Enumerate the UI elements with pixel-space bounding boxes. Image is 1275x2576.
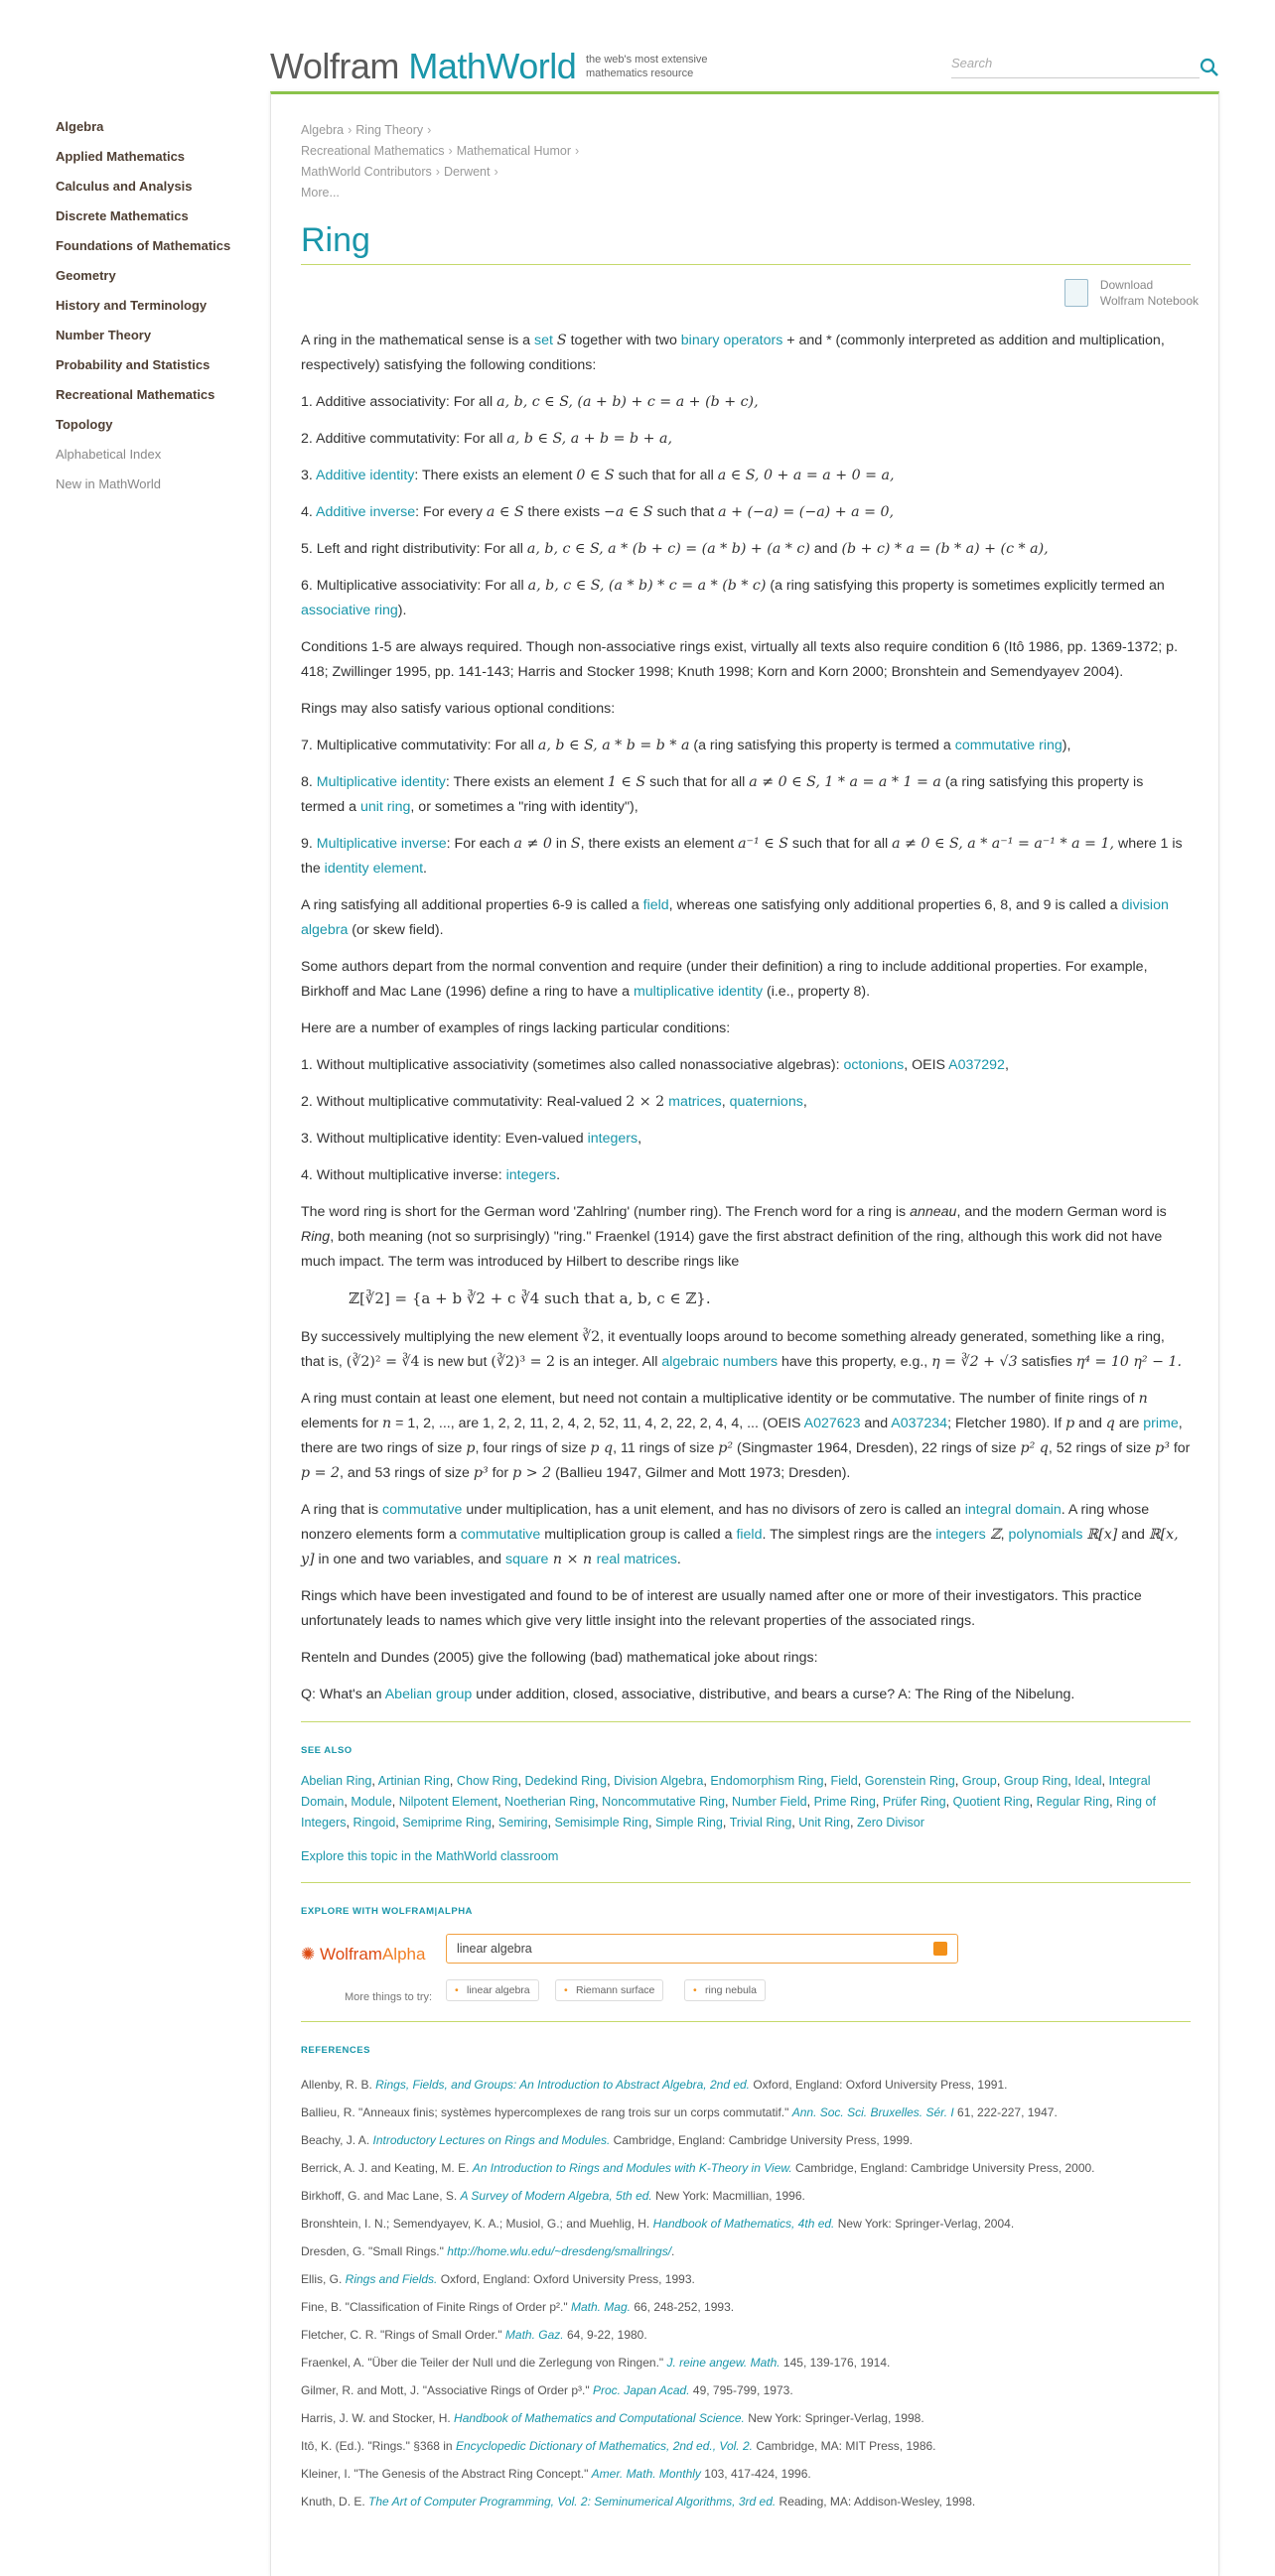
link-octonions[interactable]: octonions xyxy=(843,1057,905,1073)
link-square[interactable]: square xyxy=(505,1552,549,1567)
link-integers-2[interactable]: integers xyxy=(505,1167,557,1183)
condition-2: 2. Additive commutativity: For all a, b ∈ S, a + b = b + a, xyxy=(301,431,673,447)
sidebar-item-applied-mathematics[interactable]: Applied Mathematics xyxy=(56,149,186,164)
reference-item: Fraenkel, A. "Über die Teiler der Null und die Zerlegung von Ringen." J. reine angew. Math. 145, 139-176, 1914. xyxy=(301,2356,891,2370)
breadcrumb-more-link[interactable]: More... xyxy=(301,186,340,200)
sidebar xyxy=(56,119,254,506)
see-also-link[interactable]: Group Ring xyxy=(1003,1774,1068,1788)
paragraph: Some authors depart from the normal convention and require (under their definition) a ring to include additional properties. For example, Birkhoff and Mac Lane (1996) define a ring to have a multiplicative identity (i.e., property 8). xyxy=(301,959,1148,1000)
see-also-link[interactable]: Field xyxy=(830,1774,858,1788)
see-also-link[interactable]: Division Algebra xyxy=(614,1774,704,1788)
reference-item: Beachy, J. A. Introductory Lectures on Rings and Modules. Cambridge, England: Cambridge University Press, 1999. xyxy=(301,2133,914,2147)
reference-item: Ellis, G. Rings and Fields. Oxford, England: Oxford University Press, 1993. xyxy=(301,2272,695,2286)
link-multiplicative-identity[interactable]: Multiplicative identity xyxy=(316,774,446,790)
see-also-link[interactable]: Endomorphism Ring xyxy=(710,1774,824,1788)
see-also-link[interactable]: Semisimple Ring xyxy=(554,1816,649,1830)
link-multiplicative-inverse[interactable]: Multiplicative inverse xyxy=(316,836,447,852)
link-oeis-a027623[interactable]: A027623 xyxy=(803,1416,861,1431)
sidebar-item-history[interactable]: History and Terminology xyxy=(56,298,208,313)
breadcrumb-link[interactable]: MathWorld Contributors xyxy=(301,165,432,179)
link-additive-identity[interactable]: Additive identity xyxy=(316,468,415,483)
search-icon[interactable] xyxy=(1200,58,1219,77)
example-2: 2. Without multiplicative commutativity: Real-valued 2 × 2 matrices, quaternions, xyxy=(301,1094,807,1110)
reference-title-link[interactable]: Encyclopedic Dictionary of Mathematics, 2nd ed., Vol. 2. xyxy=(455,2439,753,2453)
reference-item: Kleiner, I. "The Genesis of the Abstract Ring Concept." Amer. Math. Monthly 103, 417-424, 1996. xyxy=(301,2467,811,2481)
reference-title-link[interactable]: http://home.wlu.edu/~dresdeng/smallrings/ xyxy=(447,2244,672,2258)
see-also-link[interactable]: Quotient Ring xyxy=(952,1795,1030,1809)
paragraph: Here are a number of examples of rings lacking particular conditions: xyxy=(301,1020,731,1036)
section-divider xyxy=(301,2021,1191,2022)
link-multiplicative-identity-2[interactable]: multiplicative identity xyxy=(633,984,764,1000)
see-also-link[interactable]: Noncommutative Ring xyxy=(602,1795,726,1809)
see-also-link[interactable]: Group xyxy=(961,1774,997,1788)
wolfram-alpha-widget xyxy=(301,1932,1191,1971)
breadcrumb-link[interactable]: Ring Theory xyxy=(355,123,424,137)
wolfram-alpha-input[interactable]: linear algebra xyxy=(446,1934,958,1964)
link-integers-3[interactable]: integers xyxy=(935,1527,986,1543)
condition-1: 1. Additive associativity: For all a, b, c ∈ S, (a + b) + c = a + (b + c), xyxy=(301,394,759,410)
see-also-link[interactable]: Noetherian Ring xyxy=(504,1795,596,1809)
condition-8: 8. Multiplicative identity: There exists an element 1 ∈ S such that for all a ≠ 0 ∈ S, 1 * a = a * 1 = a (a ring satisfying this property is termed a unit ring, or sometimes a "ring with identity"), xyxy=(301,774,1144,815)
paragraph: A ring satisfying all additional properties 6-9 is called a field, whereas one satisfying only additional properties 6, 8, and 9 is called a division algebra (or skew field). xyxy=(301,897,1169,938)
link-abelian-group[interactable]: Abelian group xyxy=(384,1687,473,1702)
download-label-2: Wolfram Notebook xyxy=(1099,294,1199,308)
paragraph: Rings which have been investigated and found to be of interest are usually named after one or more of their investigators. This practice unfortunately leads to names which give very little insight into the relevant properties of the associated rings. xyxy=(301,1588,1142,1629)
link-identity-element[interactable]: identity element xyxy=(324,861,424,877)
reference-item: Harris, J. W. and Stocker, H. Handbook of Mathematics and Computational Science. New York: Springer-Verlag, 1998. xyxy=(301,2411,924,2425)
wolfram-alpha-suggestions xyxy=(301,1977,1191,2007)
link-division-algebra[interactable]: division algebra xyxy=(301,897,1169,938)
download-label: Download xyxy=(1099,278,1154,292)
site-logo[interactable] xyxy=(270,46,576,87)
see-also-link[interactable]: Ringoid xyxy=(353,1816,396,1830)
suggestions-label: More things to try: xyxy=(345,1991,433,2003)
link-additive-inverse[interactable]: Additive inverse xyxy=(316,504,416,520)
link-integers[interactable]: integers xyxy=(587,1131,638,1147)
example-4: 4. Without multiplicative inverse: integers. xyxy=(301,1167,561,1183)
link-polynomials[interactable]: polynomials xyxy=(1008,1527,1083,1543)
classroom-link[interactable]: Explore this topic in the MathWorld classroom xyxy=(301,1848,559,1863)
breadcrumb-link[interactable]: Recreational Mathematics xyxy=(301,144,445,158)
site-header xyxy=(0,0,1275,99)
link-algebraic-numbers[interactable]: algebraic numbers xyxy=(661,1354,779,1370)
see-also-link[interactable]: Chow Ring xyxy=(456,1774,518,1788)
link-prime[interactable]: prime xyxy=(1143,1416,1179,1431)
sidebar-item-geometry[interactable]: Geometry xyxy=(56,268,116,283)
logo-wolfram-text: Wolfram xyxy=(270,46,399,86)
link-commutative[interactable]: commutative xyxy=(382,1502,463,1518)
reference-title-link[interactable]: An Introduction to Rings and Modules with K-Theory in View. xyxy=(472,2161,792,2175)
sidebar-item-number-theory[interactable]: Number Theory xyxy=(56,328,152,342)
sidebar-item-foundations[interactable]: Foundations of Mathematics xyxy=(56,238,231,253)
see-also-link[interactable]: Zero Divisor xyxy=(857,1816,924,1830)
sidebar-item-discrete-mathematics[interactable]: Discrete Mathematics xyxy=(56,208,189,223)
article-body xyxy=(301,329,1191,2515)
see-also-link[interactable]: Ideal xyxy=(1074,1774,1102,1788)
see-also-link[interactable]: Semiprime Ring xyxy=(402,1816,492,1830)
see-also-link[interactable]: Ring of Integers xyxy=(301,1795,1157,1830)
reference-item: Bronshtein, I. N.; Semendyayev, K. A.; Musiol, G.; and Muehlig, H. Handbook of Mathematics, 4th ed. New York: Springer-Verlag, 2004. xyxy=(301,2217,1015,2231)
reference-title-link[interactable]: Introductory Lectures on Rings and Modules. xyxy=(372,2133,611,2147)
title-divider xyxy=(301,264,1191,265)
sidebar-item-recreational[interactable]: Recreational Mathematics xyxy=(56,387,215,402)
reference-title-link[interactable]: Handbook of Mathematics, 4th ed. xyxy=(652,2217,835,2231)
reference-item: Itô, K. (Ed.). "Rings." §368 in Encyclopedic Dictionary of Mathematics, 2nd ed., Vol. 2. Cambridge, MA: MIT Press, 1986. xyxy=(301,2439,936,2453)
article-panel xyxy=(270,91,1219,2576)
equation: ℤ[∛2] = {a + b ∛2 + c ∛4 such that a, b, c ∈ ℤ}. xyxy=(349,1289,711,1307)
see-also-link[interactable]: Artinian Ring xyxy=(377,1774,450,1788)
reference-title-link[interactable]: A Survey of Modern Algebra, 5th ed. xyxy=(460,2189,652,2203)
condition-5: 5. Left and right distributivity: For all a, b, c ∈ S, a * (b + c) = (a * b) + (a * c) and (b + c) * a = (b * a) + (c * a), xyxy=(301,541,1049,557)
reference-item: Fine, B. "Classification of Finite Rings of Order p²." Math. Mag. 66, 248-252, 1993. xyxy=(301,2300,735,2314)
page-title: Ring xyxy=(301,221,370,259)
reference-title-link[interactable]: The Art of Computer Programming, Vol. 2: Seminumerical Algorithms, 3rd ed. xyxy=(368,2495,777,2508)
wolfram-alpha-logo[interactable]: ✺ WolframAlpha xyxy=(301,1945,426,1964)
sidebar-item-alphabetical-index[interactable]: Alphabetical Index xyxy=(56,447,162,462)
reference-item: Fletcher, C. R. "Rings of Small Order." Math. Gaz. 64, 9-22, 1980. xyxy=(301,2328,647,2342)
link-commutative-ring[interactable]: commutative ring xyxy=(954,738,1062,753)
reference-item: Dresden, G. "Small Rings." http://home.wlu.edu/~dresdeng/smallrings/. xyxy=(301,2244,675,2258)
reference-item: Ballieu, R. "Anneaux finis; systèmes hypercomplexes de rang trois sur un corps commutatif." Ann. Soc. Sci. Bruxelles. Sér. I 61, 222-227, 1947. xyxy=(301,2105,1058,2119)
paragraph: A ring in the mathematical sense is a set S together with two binary operators + and * (commonly interpreted as addition and multiplication, respectively) satisfying the following conditions: xyxy=(301,333,1165,373)
reference-title-link[interactable]: Amer. Math. Monthly xyxy=(591,2467,701,2481)
reference-title-link[interactable]: Math. Mag. xyxy=(570,2300,631,2314)
see-also-link[interactable]: Trivial Ring xyxy=(729,1816,792,1830)
link-associative-ring[interactable]: associative ring xyxy=(301,603,398,618)
see-also-link[interactable]: Nilpotent Element xyxy=(398,1795,498,1809)
see-also-link[interactable]: Integral Domain xyxy=(301,1774,1151,1809)
see-also-link[interactable]: Module xyxy=(351,1795,392,1809)
link-set[interactable]: set xyxy=(534,333,553,348)
see-also-link[interactable]: Gorenstein Ring xyxy=(864,1774,955,1788)
paragraph: By successively multiplying the new element ∛2, it eventually loops around to become something already generated, something like a ring, that is, (∛2)² = ∛4 is new but (∛2)³ = 2 is an integer. All algebraic numbers have this property, e.g., η = ∛2 + √3 satisfies η⁴ = 10 η² − 1. xyxy=(301,1329,1183,1370)
link-integral-domain[interactable]: integral domain xyxy=(964,1502,1062,1518)
condition-4: 4. Additive inverse: For every a ∈ S there exists −a ∈ S such that a + (−a) = (−a) + a = 0, xyxy=(301,504,895,520)
sidebar-item-topology[interactable]: Topology xyxy=(56,417,113,432)
see-also-link[interactable]: Unit Ring xyxy=(798,1816,851,1830)
see-also-list: Abelian Ring, Artinian Ring, Chow Ring, Dedekind Ring, Division Algebra, Endomorphism Ring, Field, Gorenstein Ring, Group, Group Ring, Ideal, Integral Domain, Module, Nilpotent Element, Noetherian Ring, Noncommutative Ring, Number Field, Prime Ring, Prüfer Ring, Quotient Ring, Regular Ring, Ring of Integers, Ringoid, Semiprime Ring, Semiring, Semisimple Ring, Simple Ring, Trivial Ring, Unit Ring, Zero Divisor xyxy=(301,1774,1157,1830)
references-heading: REFERENCES xyxy=(301,2045,370,2056)
section-divider xyxy=(301,1721,1191,1722)
references-list xyxy=(301,2071,1191,2515)
wolfram-alpha-heading: EXPLORE WITH WOLFRAM|ALPHA xyxy=(301,1906,473,1917)
link-quaternions[interactable]: quaternions xyxy=(729,1094,803,1110)
notebook-icon xyxy=(1064,279,1088,307)
paragraph: Q: What's an Abelian group under addition, closed, associative, distributive, and bears a curse? A: The Ring of the Nibelung. xyxy=(301,1687,1075,1702)
suggestion-chip[interactable]: • Riemann surface xyxy=(555,1979,663,2001)
paragraph: The word ring is short for the German word 'Zahlring' (number ring). The French word for a ring is anneau, and the modern German word is Ring, both meaning (not so surprisingly) "ring." Fraenkel (1914) gave the first abstract definition of the ring, although this work did not have much impact. The term was introduced by Hilbert to describe rings like xyxy=(301,1204,1167,1270)
link-oeis-a037234[interactable]: A037234 xyxy=(891,1416,948,1431)
link-field-2[interactable]: field xyxy=(736,1527,763,1543)
see-also-link[interactable]: Prüfer Ring xyxy=(882,1795,946,1809)
reference-title-link[interactable]: Rings and Fields. xyxy=(345,2272,438,2286)
paragraph: Conditions 1-5 are always required. Though non-associative rings exist, virtually all texts also require condition 6 (Itô 1986, pp. 1369-1372; p. 418; Zwillinger 1995, pp. 141-143; Harris and Stocker 1998; Knuth 1998; Korn and Korn 2000; Bronshtein and Semendyayev 2004). xyxy=(301,639,1179,680)
example-1: 1. Without multiplicative associativity (sometimes also called nonassociative algebras): octonions, OEIS A037292, xyxy=(301,1057,1009,1073)
condition-9: 9. Multiplicative inverse: For each a ≠ 0 in S, there exists an element a⁻¹ ∈ S such that for all a ≠ 0 ∈ S, a * a⁻¹ = a⁻¹ * a = 1, where 1 is the identity element. xyxy=(301,836,1183,877)
reference-item: Knuth, D. E. The Art of Computer Programming, Vol. 2: Seminumerical Algorithms, 3rd ed. Reading, MA: Addison-Wesley, 1998. xyxy=(301,2495,976,2508)
link-real-matrices[interactable]: real matrices xyxy=(596,1552,677,1567)
breadcrumb-link[interactable]: Mathematical Humor xyxy=(456,144,572,158)
link-field[interactable]: field xyxy=(642,897,669,913)
see-also-link[interactable]: Semiring xyxy=(497,1816,548,1830)
see-also-link[interactable]: Number Field xyxy=(732,1795,807,1809)
link-oeis-a037292[interactable]: A037292 xyxy=(948,1057,1005,1073)
reference-title-link[interactable]: J. reine angew. Math. xyxy=(666,2356,780,2370)
suggestion-chip[interactable]: • ring nebula xyxy=(684,1979,766,2001)
breadcrumb-link[interactable]: Derwent xyxy=(443,165,491,179)
paragraph: A ring must contain at least one element, but need not contain a multiplicative identity or be commutative. The number of finite rings of n elements for n = 1, 2, ..., are 1, 2, 2, 11, 2, 4, 2, 52, 11, 4, 2, 22, 2, 4, 4, ... (OEIS A027623 and A037234; Fletcher 1980). If p and q are prime, there are two rings of size p, four rings of size p q, 11 rings of size p² (Singmaster 1964, Dresden), 22 rings of size p² q, 52 rings of size p³ for p = 2, and 53 rings of size p³ for p > 2 (Ballieu 1947, Gilmer and Mott 1973; Dresden). xyxy=(301,1391,1191,1481)
reference-title-link[interactable]: Handbook of Mathematics and Computational Science. xyxy=(454,2411,745,2425)
download-notebook-button[interactable] xyxy=(1064,277,1199,309)
link-commutative-2[interactable]: commutative xyxy=(460,1527,541,1543)
sidebar-item-probability[interactable]: Probability and Statistics xyxy=(56,357,211,372)
reference-item: Allenby, R. B. Rings, Fields, and Groups: An Introduction to Abstract Algebra, 2nd ed. Oxford, England: Oxford University Press, 1991. xyxy=(301,2078,1008,2092)
sidebar-item-new[interactable]: New in MathWorld xyxy=(56,476,161,491)
reference-item: Berrick, A. J. and Keating, M. E. An Introduction to Rings and Modules with K-Theory in View. Cambridge, England: Cambridge University Press, 2000. xyxy=(301,2161,1095,2175)
see-also-link[interactable]: Regular Ring xyxy=(1036,1795,1110,1809)
link-matrices[interactable]: matrices xyxy=(668,1094,722,1110)
link-unit-ring[interactable]: unit ring xyxy=(359,799,411,815)
breadcrumb-link[interactable]: Algebra xyxy=(301,123,345,137)
see-also-link[interactable]: Prime Ring xyxy=(813,1795,876,1809)
reference-title-link[interactable]: Proc. Japan Acad. xyxy=(592,2383,690,2397)
see-also-link[interactable]: Simple Ring xyxy=(655,1816,723,1830)
reference-title-link[interactable]: Math. Gaz. xyxy=(504,2328,564,2342)
logo-mathworld-text: MathWorld xyxy=(408,46,577,86)
condition-6: 6. Multiplicative associativity: For all a, b, c ∈ S, (a * b) * c = a * (b * c) (a ring satisfying this property is sometimes explicitly termed an associative ring). xyxy=(301,578,1165,618)
paragraph: Renteln and Dundes (2005) give the following (bad) mathematical joke about rings: xyxy=(301,1650,818,1666)
paragraph: A ring that is commutative under multiplication, has a unit element, and has no divisors of zero is called an integral domain. A ring whose nonzero elements form a commutative multiplication group is called a field. The simplest rings are the integers ℤ, polynomials ℝ[x] and ℝ[x, y] in one and two variables, and square n × n real matrices. xyxy=(301,1502,1179,1567)
condition-3: 3. Additive identity: There exists an element 0 ∈ S such that for all a ∈ S, 0 + a = a + 0 = a, xyxy=(301,468,895,483)
reference-item: Birkhoff, G. and Mac Lane, S. A Survey of Modern Algebra, 5th ed. New York: Macmillian, 1996. xyxy=(301,2189,805,2203)
reference-item: Gilmer, R. and Mott, J. "Associative Rings of Order p³." Proc. Japan Acad. 49, 795-799, 1973. xyxy=(301,2383,793,2397)
section-divider xyxy=(301,1882,1191,1883)
reference-title-link[interactable]: Ann. Soc. Sci. Bruxelles. Sér. I xyxy=(791,2105,954,2119)
breadcrumb: Algebra › Ring Theory › Recreational Mathematics › Mathematical Humor › MathWorld Contributors › Derwent › More... xyxy=(301,123,580,200)
see-also-link[interactable]: Dedekind Ring xyxy=(524,1774,608,1788)
link-binary-operators[interactable]: binary operators xyxy=(680,333,783,348)
sidebar-item-calculus-and-analysis[interactable]: Calculus and Analysis xyxy=(56,179,193,194)
wolfram-alpha-go-button[interactable] xyxy=(933,1942,947,1956)
site-tagline: the web's most extensive mathematics resource xyxy=(586,54,708,79)
suggestion-chip[interactable]: • linear algebra xyxy=(446,1979,539,2001)
condition-7: 7. Multiplicative commutativity: For all a, b ∈ S, a * b = b * a (a ring satisfying this property is termed a commutative ring), xyxy=(301,738,1071,753)
see-also-link[interactable]: Abelian Ring xyxy=(301,1774,372,1788)
paragraph: Rings may also satisfy various optional conditions: xyxy=(301,701,616,717)
reference-title-link[interactable]: Rings, Fields, and Groups: An Introduction to Abstract Algebra, 2nd ed. xyxy=(375,2078,751,2092)
see-also-heading: SEE ALSO xyxy=(301,1745,353,1756)
example-3: 3. Without multiplicative identity: Even-valued integers, xyxy=(301,1131,642,1147)
sidebar-item-algebra[interactable]: Algebra xyxy=(56,119,104,134)
search-input[interactable]: Search xyxy=(951,56,1200,78)
